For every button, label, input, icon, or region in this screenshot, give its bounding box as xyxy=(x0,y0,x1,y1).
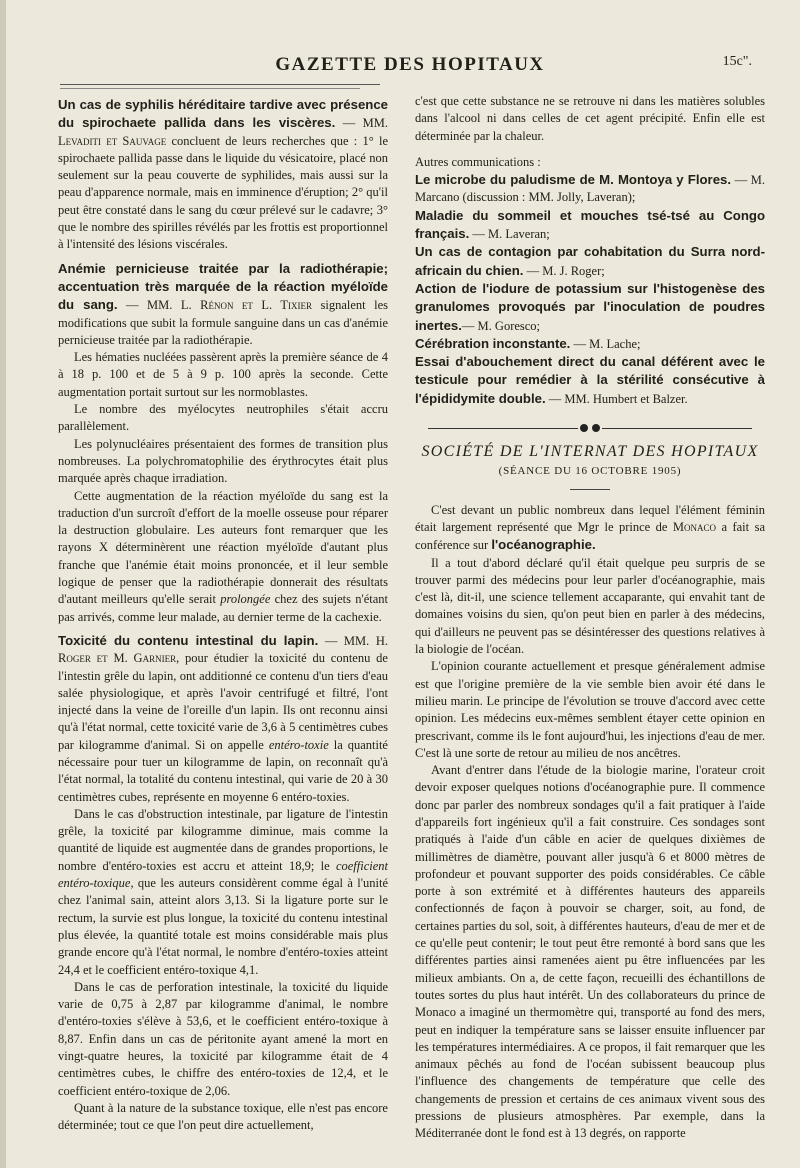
entry-paragraph xyxy=(58,260,388,349)
body-paragraph: Il a tout d'abord déclaré qu'il était quelque peu surpris de se trouver parmi des médecins pour leur parler d'océanographie, mais c'est là, dit-il, une science tellement accaparante, qui envahit tant de domaines voisins du sien, qu'on peut bien en parler à des médecins, qui d'ailleurs ne peuvent pas se désintéresser des questions relatives à la biologie de l'océan. xyxy=(415,555,765,657)
section-ornament xyxy=(415,419,765,429)
italic-term: prolongée xyxy=(220,592,271,607)
communication-authors: — M. Lache; xyxy=(570,336,641,351)
entry-syphilis xyxy=(58,96,388,254)
body-paragraph xyxy=(415,502,765,555)
communication-authors: — M. Marcano (discussion : MM. Jolly, Laveran); xyxy=(415,173,765,205)
text-run: chez des sujets n'étant pas arrivés, comme leur malade, au dernier terme de la cachexie. xyxy=(58,592,388,624)
entry-authors: Roger et M. Garnier xyxy=(58,651,177,666)
ornament-dot xyxy=(592,424,600,432)
communication-authors: — MM. Humbert et Balzer. xyxy=(545,391,688,406)
subject-bold: l'océanographie. xyxy=(491,537,596,553)
communication-title: Cérébration inconstante. xyxy=(415,335,571,351)
body-paragraph: Les polynucléaires présentaient des formes de transition plus nombreuses. La polychromatophilie des érythrocytes était plus marquée après chaque irradiation. xyxy=(58,436,388,486)
authors-prefix: — MM. L. xyxy=(117,298,201,313)
text-run: , que les auteurs considèrent comme égal à l'unité chez l'animal sain, atteint alors 3,13. Si la ligature porte sur le rectum, la survie est plus longue, la toxicité du contenu intestinal plus élevée, la quantité totale est moins considérable mais plus grande encore qu'à l'état normal, le nombre d'entéro-toxies atteint 24,4 et le coefficient entéro-toxique 4,1. xyxy=(58,876,388,977)
body-paragraph: Les hématies nucléées passèrent après la première séance de 4 à 18 p. 100 et de 5 à 9 p. 100 après la seconde. Cette augmentation portait surtout sur les normoblastes. xyxy=(58,350,388,399)
body-paragraph: Avant d'entrer dans l'étude de la biologie marine, l'orateur croit devoir exposer quelques notions d'océanographie pure. Il commence donc par parler des nombreux sondages qu'il a fait pratiquer à l'aide d'appareils fort ingénieux qu'il a fait construire. Ces sondages sont pratiqués à l'aide d'un câble en acier de quelques dixièmes de millimètres de diamètre, pouvant aller jusqu'à 6 et 8000 mètres de profondeur et pouvant supporter des poids considérables. Ce câble porte à son extrémité et à différentes hauteurs des appareils confectionnés de façon à pouvoir se charger, soit, au fond, de certaines parties du sol, soit, à différentes hauteurs, d'eau de mer et de ce qu'elle peut contenir; le tout peut être remonté à bord sans que les différentes parties ainsi ramenées aient pu être influencées par les milieux ambiants. On a, de cette façon, recueilli des échantillons de toutes sortes du plus haut intérêt. Un des collaborateurs du prince de Monaco a imaginé un thermomètre qui, transporté au fond des mers, peut en indiquer la température sans se laisser ensuite influencer par les températures intermédiaires. A ce propos, il fait remarquer que les animaux pêchés au fond de l'océan subissent beaucoup plus l'influence des changements de température que celle des changements de pression et certains de ces animaux vivent sous des pressions de plusieurs atmosphères. Par exemple, dans la Méditerranée dont le fond est à 13 degrés, on rapporte xyxy=(415,763,765,1141)
authors-prefix: — MM. H. xyxy=(318,633,388,648)
running-head xyxy=(60,52,760,80)
header-rule xyxy=(60,84,380,85)
entry-text: , pour étudier la toxicité du contenu de l'intestin grêle du lapin, ont additionné ce contenu d'un tiers d'eau salée physiologique, et après l'avoir centrifugé et filtré, l'ont injecté dans la veine de l'oreille d'un lapin. Ils ont reconnu ainsi qu'à l'état normal, cette toxicité varie de 3,6 à 5 centimètres cubes par kilogramme d'animal. Si on appelle xyxy=(58,651,388,752)
communication-authors: — M. Goresco; xyxy=(461,318,541,333)
body-paragraph: L'opinion courante actuellement et presque généralement admise est que l'origine première de la vie semble bien avoir été dans le milieu marin. Le principe de l'évolution se trouve d'accord avec cette opinion. Les médecins eux-mêmes semblent étayer cette opinion en prescrivant, comme ils le font aujourd'hui, les injections d'eau de mer. C'est là une sorte de retour au milieu de nos ancêtres. xyxy=(415,659,765,760)
ornament-rule-right xyxy=(602,428,752,429)
body-paragraph xyxy=(58,488,388,626)
entry-title: Toxicité du contenu intestinal du lapin. xyxy=(58,632,319,648)
entry-text: concluent de leurs recherches que : 1° le spirochaete pallida passe dans le liquide du vésicatoire, placé non seulement sur la peau couverte de syphilides, mais aussi sur la peau d'apparence normale, mais en imminence d'éruption; 2° qu'il peut être constaté dans le sang du cœur prélevé sur le cadavre; 3° que le nombre des spirilles révélés par les frottis est proportionnel à l'intensité des lésions viscérales. xyxy=(58,133,388,252)
entry-title: Un cas de syphilis héréditaire tardive avec présence du spirochaete pallida dans les viscères. xyxy=(58,97,388,131)
body-paragraph: Le nombre des myélocytes neutrophiles s'était accru parallèlement. xyxy=(58,402,388,434)
ornament-dot xyxy=(580,424,588,432)
communication-title: Un cas de contagion par cohabitation du Surra nord-africain du chien. xyxy=(415,244,765,278)
entry-authors: Rénon et L. Tixier xyxy=(200,298,313,313)
text-run: C'est devant un public nombreux dans lequel l'élément féminin était largement représenté que Mgr le prince de xyxy=(415,502,765,534)
body-paragraph: Quant à la nature de la substance toxique, elle n'est pas encore déterminée; tout ce que l'on peut dire actuellement, xyxy=(58,1100,388,1133)
text-run: a fait sa conférence sur xyxy=(415,519,765,553)
communication-title: Maladie du sommeil et mouches tsé-tsé au Congo français. xyxy=(415,207,765,242)
other-communications-label: Autres communications : xyxy=(415,154,541,169)
left-column xyxy=(58,96,388,1135)
body-paragraph: Dans le cas de perforation intestinale, la toxicité du liquide varie de 0,75 à 2,87 par kilogramme d'animal, le nombre d'entéro-toxies s'élève à 53,6, et le coefficient entéro-toxique à 8,87. Enfin dans un cas de péritonite ayant amené la mort en vingt-quatre heures, la toxicité par kilogramme était de 4 centimètres cubes, le chiffre des entéro-toxies de 12,4, et le coefficient entéro-toxique de 2,06. xyxy=(58,979,388,1098)
journal-title: GAZETTE DES HOPITAUX xyxy=(275,54,545,75)
entry-text: la quantité nécessaire pour tuer un kilogramme de lapin, on reconnaît qu'à l'état normal, la totalité du contenu intestinal, qui varie de 20 à 30 centimètres cubes, représente en moyenne 6 entéro-toxies. xyxy=(58,737,388,804)
communication-title: Le microbe du paludisme de M. Montoya y Flores. xyxy=(415,172,732,188)
person-name: Monaco xyxy=(672,519,717,534)
communications-list xyxy=(415,171,765,408)
page-number: 15c". xyxy=(722,54,752,69)
section-rule xyxy=(570,489,610,490)
entry-title: Anémie pernicieuse traitée par la radiothérapie; accentuation très marquée de la réaction myéloïde du sang. xyxy=(58,260,388,313)
communication-title: Action de l'iodure de potassium sur l'histogenèse des granulomes provoqués par l'inoculation de poudres inertes. xyxy=(415,280,765,333)
communication-authors: — M. Laveran; xyxy=(469,227,550,242)
entry-anemie xyxy=(58,260,388,626)
section-title: SOCIÉTÉ DE L'INTERNAT DES HOPITAUX xyxy=(421,443,759,461)
scan-edge xyxy=(0,0,6,1168)
continuation-paragraph: c'est que cette substance ne se retrouve ni dans les matières solubles dans l'alcool ni dans celles de cet agent précipité. Enfin elle est déterminée par la chaleur. xyxy=(415,94,765,143)
entry-authors: Levaditi et Sauvage xyxy=(58,133,167,148)
header-rule-secondary xyxy=(60,88,360,89)
communication-item xyxy=(415,280,765,335)
body-paragraph xyxy=(58,806,388,979)
communication-item xyxy=(415,335,765,353)
section-subtitle: (SÉANCE DU 16 OCTOBRE 1905) xyxy=(498,465,682,478)
text-run: Cette augmentation de la réaction myéloïde du sang est la traduction d'un surcroît d'effort de la moelle osseuse pour réparer la destruction globulaire. Les auteurs font remarquer que les rayons X déterminèrent une réaction myéloïde d'autant plus franche que l'anémie était moins prononcée, et il leur semble logique de penser que la radiothérapie donnerait des résultats d'autant meilleurs qu'elle serait xyxy=(58,488,388,607)
entry-toxicite xyxy=(58,632,388,1135)
communication-item xyxy=(415,171,765,207)
entry-text: signalent les modifications que subit la formule sanguine dans un cas d'anémie pernicieuse traitée par la radiothérapie. xyxy=(58,298,389,347)
communication-item xyxy=(415,207,765,244)
text-run: Dans le cas d'obstruction intestinale, par ligature de l'intestin grêle, la toxicité par kilogramme diminue, mais comme la quantité de liquide est augmentée dans de grandes proportions, le nombre d'entéro-toxies est accru et atteint 18,9; le xyxy=(58,806,388,873)
communication-item xyxy=(415,353,765,408)
communication-item xyxy=(415,243,765,280)
ornament-rule-left xyxy=(428,428,578,429)
entry-paragraph xyxy=(58,632,388,806)
communication-title: Essai d'abouchement direct du canal déférent avec le testicule pour remédier à la stérilité consécutive à l'épididymite double. xyxy=(415,354,765,406)
communication-authors: — M. J. Roger; xyxy=(523,263,605,278)
entry-paragraph xyxy=(58,96,388,254)
italic-term: entéro-toxie xyxy=(268,737,329,752)
authors-prefix: — MM. xyxy=(335,116,388,131)
right-column xyxy=(415,93,765,1143)
italic-term: coefficient entéro-toxique xyxy=(58,858,389,891)
